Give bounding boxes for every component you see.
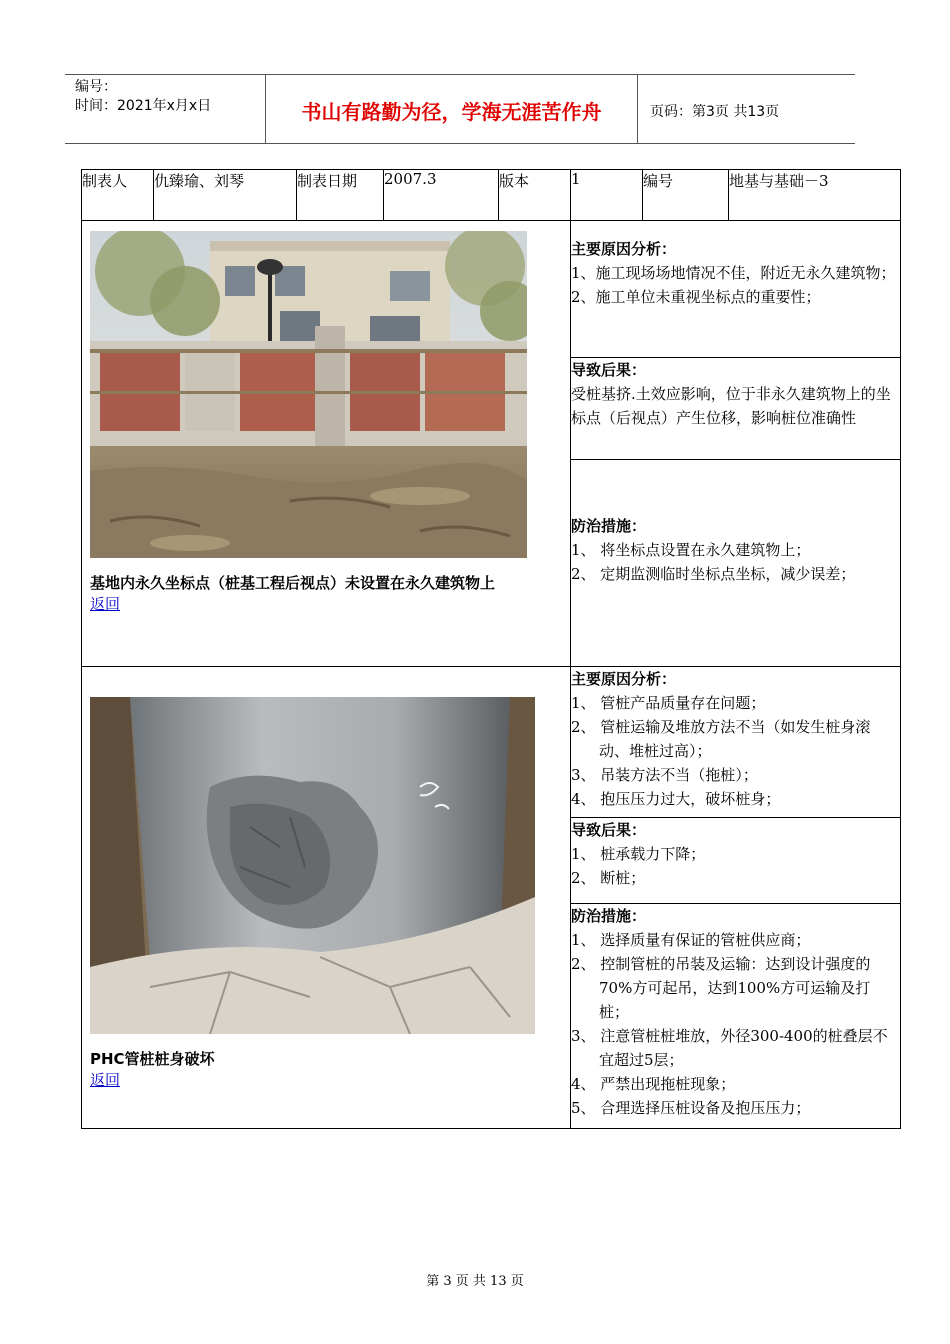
header-page-number: 页码：第3页 共13页 [650,104,780,120]
date-label: 制表日期 [297,170,384,221]
date-value: 2007.3 [384,170,499,221]
header-info [75,78,211,116]
case2-cause-item: 4、 抱压压力过大，破坏桩身； [571,790,781,808]
case1-measure-item: 2、 定期监测临时坐标点坐标，减少误差； [571,565,856,583]
case1-measure-item: 1、 将坐标点设置在永久建筑物上； [571,541,811,559]
case2-measure-item: 3、 注意管桩桩堆放，外径300-400的桩叠层不宜超过5层； [571,1027,888,1069]
header-divider [637,74,638,144]
maker-value: 仇臻瑜、刘琴 [154,170,297,221]
header-number: 编号： [75,79,117,95]
header-time: 时间：2021年x月x日 [75,98,212,114]
case2-cause-row [82,667,901,818]
case1-cause-title: 主要原因分析： [571,240,677,258]
header-motto: 书山有路勤为径，学海无涯苦作舟 [301,100,602,124]
case1-result-text: 受桩基挤.土效应影响，位于非永久建筑物上的坐标点（后视点）产生位移，影响桩位准确性 [571,385,891,427]
case2-photo-cell [82,667,571,1129]
case2-cause-item: 3、 吊装方法不当（拖桩）； [571,766,758,784]
case2-measure-item: 2、 控制管桩的吊装及运输：达到设计强度的70%方可起吊，达到100%方可运输及打桩； [571,955,871,1021]
version-value: 1 [571,170,643,221]
version-label: 版本 [499,170,571,221]
code-value: 地基与基础－3 [729,170,901,221]
case2-measure-item: 1、 选择质量有保证的管桩供应商； [571,931,811,949]
case1-caption: 基地内永久坐标点（桩基工程后视点）未设置在永久建筑物上 [90,574,496,592]
case2-measure-item: 5、 合理选择压桩设备及抱压压力； [571,1099,811,1117]
case2-measure-item: 4、 严禁出现拖桩现象； [571,1075,736,1093]
case1-result-title: 导致后果： [571,361,647,379]
case2-cause-item: 2、 管桩运输及堆放方法不当（如发生桩身滚动、堆桩过高）； [571,718,871,760]
case1-cause-row [82,221,901,358]
case1-measure-cell [571,460,901,667]
header-bottom-rule [65,143,855,144]
case2-result-cell [571,818,901,904]
case2-result-title: 导致后果： [571,821,647,839]
case2-cause-item: 1、 管桩产品质量存在问题； [571,694,766,712]
case1-cause-item: 1、施工现场场地情况不佳，附近无永久建筑物； [571,264,896,282]
case2-measure-title: 防治措施： [571,907,647,925]
case1-back-link[interactable]: 返回 [90,595,121,613]
site-photo-image [90,231,527,558]
pile-photo-image [90,697,535,1034]
case1-measure-title: 防治措施： [571,517,647,535]
case2-caption: PHC管桩桩身破坏 [90,1050,215,1068]
case2-back-link[interactable]: 返回 [90,1071,121,1089]
case1-cause-item: 2、施工单位未重视坐标点的重要性； [571,288,821,306]
case2-result-item: 2、 断桩； [571,869,646,887]
meta-row [82,170,901,221]
case1-photo-cell [82,221,571,667]
footer-page-number: 第 3 页 共 13 页 [426,1274,524,1289]
header-top-rule [65,74,855,75]
case2-cause-title: 主要原因分析： [571,670,677,688]
code-label: 编号 [643,170,729,221]
quality-issue-table [81,169,901,1129]
case2-result-item: 1、 桩承载力下降； [571,845,706,863]
case1-result-cell [571,358,901,460]
case2-measure-cell [571,904,901,1129]
case2-cause-cell [571,667,901,818]
maker-label: 制表人 [82,170,154,221]
case1-cause-cell [571,221,901,358]
